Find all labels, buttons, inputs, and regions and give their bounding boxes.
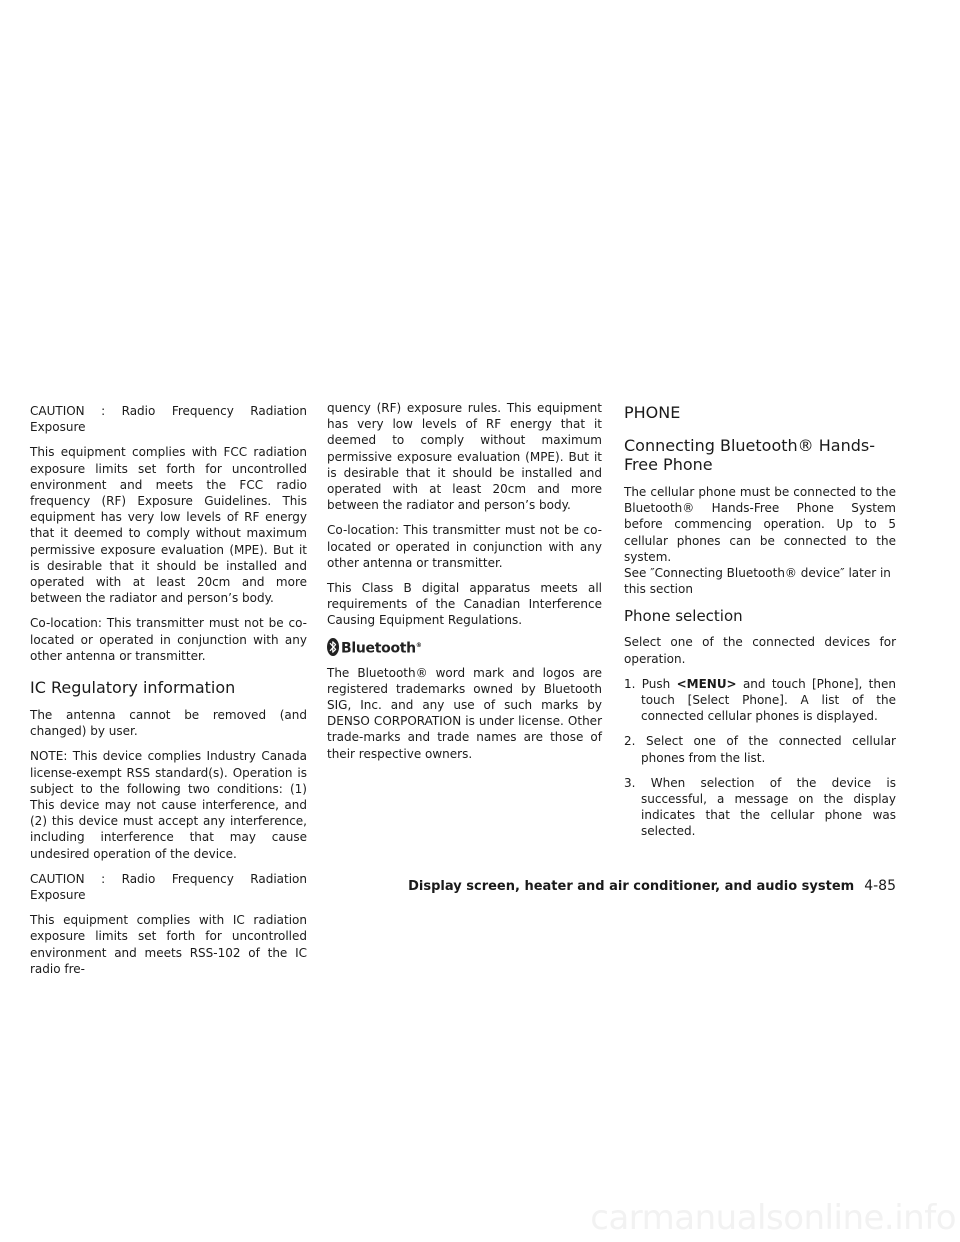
fcc-exposure-paragraph: This equipment complies with FCC radiation exposure limits set forth for uncontrolled environment and meets the FCC radio frequency (RF) Exposure Guidelines. This equipment has very low levels of RF energy that it deemed to comply without maximum permissive exposure evaluation (MPE). But it is desirable that it should be installed and operated with at least 20cm and more between the radiator and person’s body.	[30, 445, 307, 606]
bluetooth-logo-text: Bluetooth®	[341, 640, 422, 657]
connecting-heading: Connecting Bluetooth® Hands-Free Phone	[624, 436, 875, 474]
caution-heading: CAUTION : Radio Frequency Radiation Exposure	[30, 404, 307, 435]
ic-exposure-paragraph: This equipment complies with IC radiation exposure limits set forth for uncontrolled environment and meets RSS-102 of the IC radio fre-	[30, 913, 307, 976]
list-item: 2. Select one of the connected cellular phones from the list.	[624, 734, 896, 765]
ic-note-paragraph: NOTE: This device complies Industry Canada license-exempt RSS standard(s). Operation is subject to the following two conditions: (1) This device may not cause interference, and (2) this device must accept any interference, including interference that may cause undesired operation of the device.	[30, 749, 307, 861]
selection-steps	[624, 676, 896, 840]
ic-exposure-paragraph-continued: quency (RF) exposure rules. This equipment has very low levels of RF energy that it deemed to comply without maximum permissive exposure evaluation (MPE). But it is desirable that it should be installed and operated with at least 20cm and more between the radiator and person’s body.	[327, 401, 602, 513]
colocation-paragraph-ic: Co-location: This transmitter must not be co-located or operated in conjunction with any other antenna or transmitter.	[327, 523, 602, 570]
bluetooth-logo-icon	[327, 638, 339, 656]
phone-selection-heading: Phone selection	[624, 607, 743, 626]
watermark: carmanualsonline.info	[590, 1198, 956, 1238]
caution-heading-ic: CAUTION : Radio Frequency Radiation Exposure	[30, 871, 307, 903]
colocation-paragraph: Co-location: This transmitter must not be co-located or operated in conjunction with any other antenna or transmitter.	[30, 616, 307, 663]
list-item: 1. Push <MENU> and touch [Phone], then touch [Select Phone]. A list of the connected cellular phones is displayed.	[624, 676, 896, 724]
column-left	[30, 400, 307, 986]
cross-reference: See ″Connecting Bluetooth® device″ later in this section	[624, 566, 891, 597]
trademark-paragraph: The Bluetooth® word mark and logos are registered trademarks owned by Bluetooth SIG, Inc. and any use of such marks by DENSO CORPORATION is under license. Other trade-marks and trade names are those of their respective owners.	[327, 665, 602, 761]
list-item: 3. When selection of the device is successful, a message on the display indicates that the cellular phone was selected.	[624, 775, 896, 839]
connecting-paragraph: The cellular phone must be connected to the Bluetooth® Hands-Free Phone System before commencing operation. Up to 5 cellular phones can be connected to the system.	[624, 485, 896, 564]
class-b-paragraph: This Class B digital apparatus meets all requirements of the Canadian Interference Causing Equipment Regulations.	[327, 581, 602, 628]
phone-section-heading: PHONE	[624, 403, 681, 422]
antenna-paragraph: The antenna cannot be removed (and changed) by user.	[30, 708, 307, 739]
selection-intro-paragraph: Select one of the connected devices for operation.	[624, 635, 896, 666]
ic-regulatory-heading: IC Regulatory information	[30, 678, 236, 698]
column-middle	[327, 400, 602, 771]
bluetooth-logo	[327, 638, 602, 657]
menu-key: <MENU>	[676, 676, 737, 691]
column-right	[624, 403, 896, 849]
page-number: 4-85	[864, 878, 896, 894]
page-footer	[0, 878, 896, 894]
footer-title: Display screen, heater and air conditioner, and audio system	[408, 879, 855, 894]
